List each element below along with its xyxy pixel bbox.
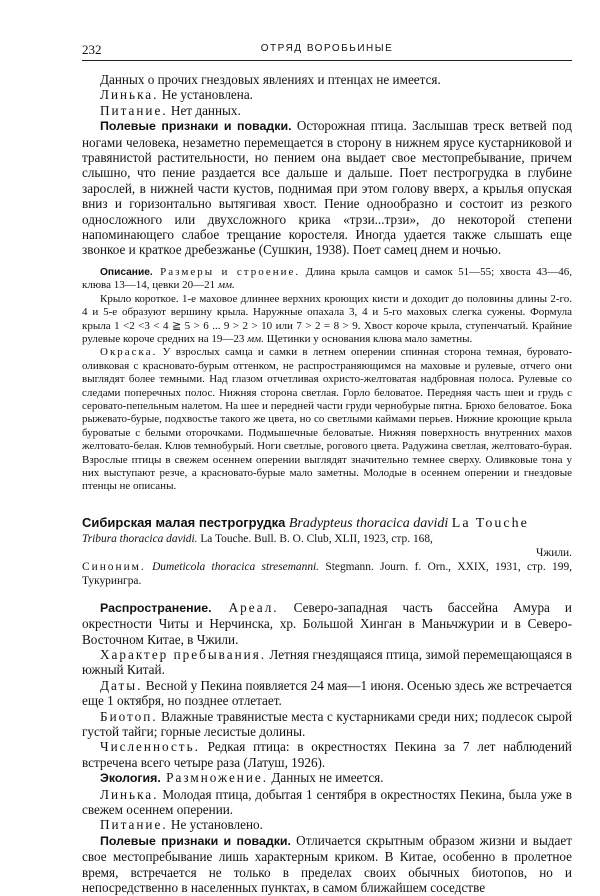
label-molt: Линька.	[100, 786, 159, 802]
text: Редкая птица: в окрестностях Пекина за 7 лет наблюдений встречена всего четыре раза (Латуш, 1926).	[82, 739, 572, 770]
paragraph-field-signs	[82, 118, 572, 258]
paragraph-wing	[82, 293, 572, 347]
text: Чжили.	[536, 546, 572, 559]
label-field-signs: Полевые признаки и повадки.	[100, 119, 292, 134]
label-ecology: Экология.	[100, 771, 161, 786]
label-size: Размеры и строение.	[152, 265, 301, 278]
label-distribution: Распространение.	[100, 600, 212, 615]
species-name-ru: Сибирская малая пестрогрудка	[82, 514, 286, 530]
text: Нет данных.	[167, 102, 241, 118]
text: Летняя гнездящаяся птица, зимой перемещающаяся в южный Китай.	[82, 647, 572, 678]
label-breeding: Размножение.	[160, 770, 269, 786]
paragraph-distribution	[82, 600, 572, 647]
label-description: Описание.	[100, 266, 153, 278]
text: Весной у Пекина появляется 24 мая—1 июня. Осенью здесь же встречается еще 1 октября, но позднее отлетает.	[82, 677, 572, 709]
label-biotope: Биотоп.	[100, 708, 158, 724]
label-field-signs: Полевые признаки и повадки.	[100, 833, 291, 848]
paragraph-description	[82, 266, 572, 293]
species-heading	[82, 514, 572, 532]
label-range: Ареал.	[211, 599, 279, 615]
species-author: La Touche	[451, 515, 529, 531]
paragraph-food	[82, 103, 572, 118]
label-dates: Даты.	[100, 677, 143, 693]
text: Влажные травянистые места с кустарниками среди них; подлесок сырой густой тайги; горные лесистые долины.	[82, 708, 572, 740]
label-residence: Характер пребывания.	[100, 647, 267, 662]
paragraph-abundance	[82, 739, 572, 770]
text: Длина крыла самцов и самок 51—55; хвоста 43—46, клюва 13—14, цевки 20—21	[82, 265, 572, 292]
text: Данных не имеется.	[268, 770, 384, 786]
page-header	[82, 42, 572, 61]
text: Щетинки у основания клюва мало заметны.	[263, 332, 473, 345]
page-number: 232	[82, 42, 102, 57]
unit: мм.	[217, 279, 235, 292]
synonym-2	[82, 560, 572, 588]
text: Крыло короткое. 1-е маховое длиннее верхних кроющих кисти и доходит до половины длины 2-го. 4 и 5-е образуют вершину крыла. Наружные опахала 3, 4 и 5-го маховых слегка сужены. Формула крыла 1 <2 <3 < 4 ≧ 5 > 6 ... 9 > 2 > 10 или 7 > 2 = 8 > 9. Хвост короче крыла, ступенчатый. Крайние рулевые короче средних на 19—23	[82, 292, 572, 345]
unit: мм.	[247, 332, 264, 345]
text: Не установлено.	[167, 817, 263, 833]
label-synonym: Синоним.	[82, 560, 146, 573]
text: Молодая птица, добытая 1 сентября в окрестностях Пекина, была уже в свежем осеннем оперении.	[82, 786, 572, 818]
text: Осторожная птица. Заслышав треск ветвей под ногами человека, незаметно перемещается в сторону в нижнем ярусе кустарниковой и травянистой растительности, но пением она выдает свое местопребывание, причем слышно, что пение раздается все дальше и дальше. Поет пестрогрудка в глубине зарослей, в нижней части кустов, поднимая при этом голову вверх, а крылья опуская вниз и горизонтально вытягивая хвост. Пение однообразно и состоит из резкого односложного или двухсложного крика «трзи...трзи», до некоторой степени напоминающего слабое трещание коростеля. Иногда удается также слышать еще звонкое и краткое дребезжанье (Сушкин, 1938). Поет самец днем и ночью.	[82, 118, 572, 258]
running-title: ОТРЯД ВОРОБЬИНЫЕ	[260, 43, 394, 54]
paragraph-nesting	[82, 72, 572, 87]
paragraph-coloration	[82, 346, 572, 493]
page-content	[82, 72, 572, 896]
text: La Touche. Bull. B. O. Club, XLII, 1923, стр. 168,	[197, 532, 433, 545]
text: Северо-западная часть бассейна Амура и окрестности Читы и Нерчинска, хр. Большой Хинган в Маньчжурии и в Северо-Восточном Китае, в Чжили.	[82, 599, 572, 647]
species-name-latin: Bradypteus thoracica davidi	[288, 515, 449, 531]
text: У взрослых самца и самки в летнем оперении спинная сторона темная, буровато-оливковая с красновато-бурым оттенком, не распространяющимся на маховые и рулевые, отчего они выглядят более темными. Над глазом отчетливая охристо-желтоватая надбровная полоса. Рулевые со следами поперечных полос. Нижняя сторона светлая. Горло беловатое. Передняя часть шеи и грудь с серовато-пепельным налетом. На шее и передней части груди чернобурые пятна. Брюхо беловатое. Бока рыжевато-бурые, подхвостье такого же цвета, но со светлыми каймами перьев. Нижние кроющие крыла буроватые с белыми оторочками. Подмышечные беловатые. Нижняя поверхность внутренних махов желтовато-белая. Клюв темнобурый. Ноги светлые, рогового цвета. Радужина светлая, желтовато-бурая. Взрослые птицы в свежем осеннем оперении выглядят значительно темнее сверху. Оливковые тона у них выступают резче, а красновато-бурые мало заметны. Молодые в осеннем оперении и гнездовые птенцы не описаны.	[82, 346, 572, 493]
text: Отличается скрытным образом жизни и выдает свое местопребывание лишь характерным криком. В Китае, особенно в пролетное время, встречается не только в пределах своих обычных биотопов, но и непосредственно в населенных пунктах, в самом ближайшем соседстве	[82, 832, 572, 896]
paragraph-residence	[82, 647, 572, 678]
synonym-latin: Dumeticola thoracica stresemanni.	[145, 560, 320, 573]
text: Данных о прочих гнездовых явлениях и птенцах не имеется.	[100, 72, 441, 87]
paragraph-food-2	[82, 817, 572, 832]
synonym-1-place	[82, 546, 572, 560]
label-food: Питание.	[100, 817, 168, 833]
paragraph-molt-2	[82, 787, 572, 818]
text: Stegmann. Journ. f. Orn., XXIX, 1931, стр. 199, Тукурингра.	[82, 560, 572, 587]
label-molt: Линька.	[100, 87, 159, 103]
paragraph-molt	[82, 87, 572, 102]
label-coloration: Окраска.	[100, 346, 158, 359]
paragraph-dates	[82, 678, 572, 709]
paragraph-ecology	[82, 770, 572, 786]
label-food: Питание.	[100, 102, 168, 118]
text: Не установлена.	[158, 87, 253, 103]
paragraph-biotope	[82, 709, 572, 740]
synonym-1	[82, 532, 572, 546]
label-abundance: Численность.	[100, 739, 200, 755]
paragraph-field-signs-2	[82, 833, 572, 896]
synonym-latin: Tribura thoracica davidi.	[82, 532, 198, 545]
